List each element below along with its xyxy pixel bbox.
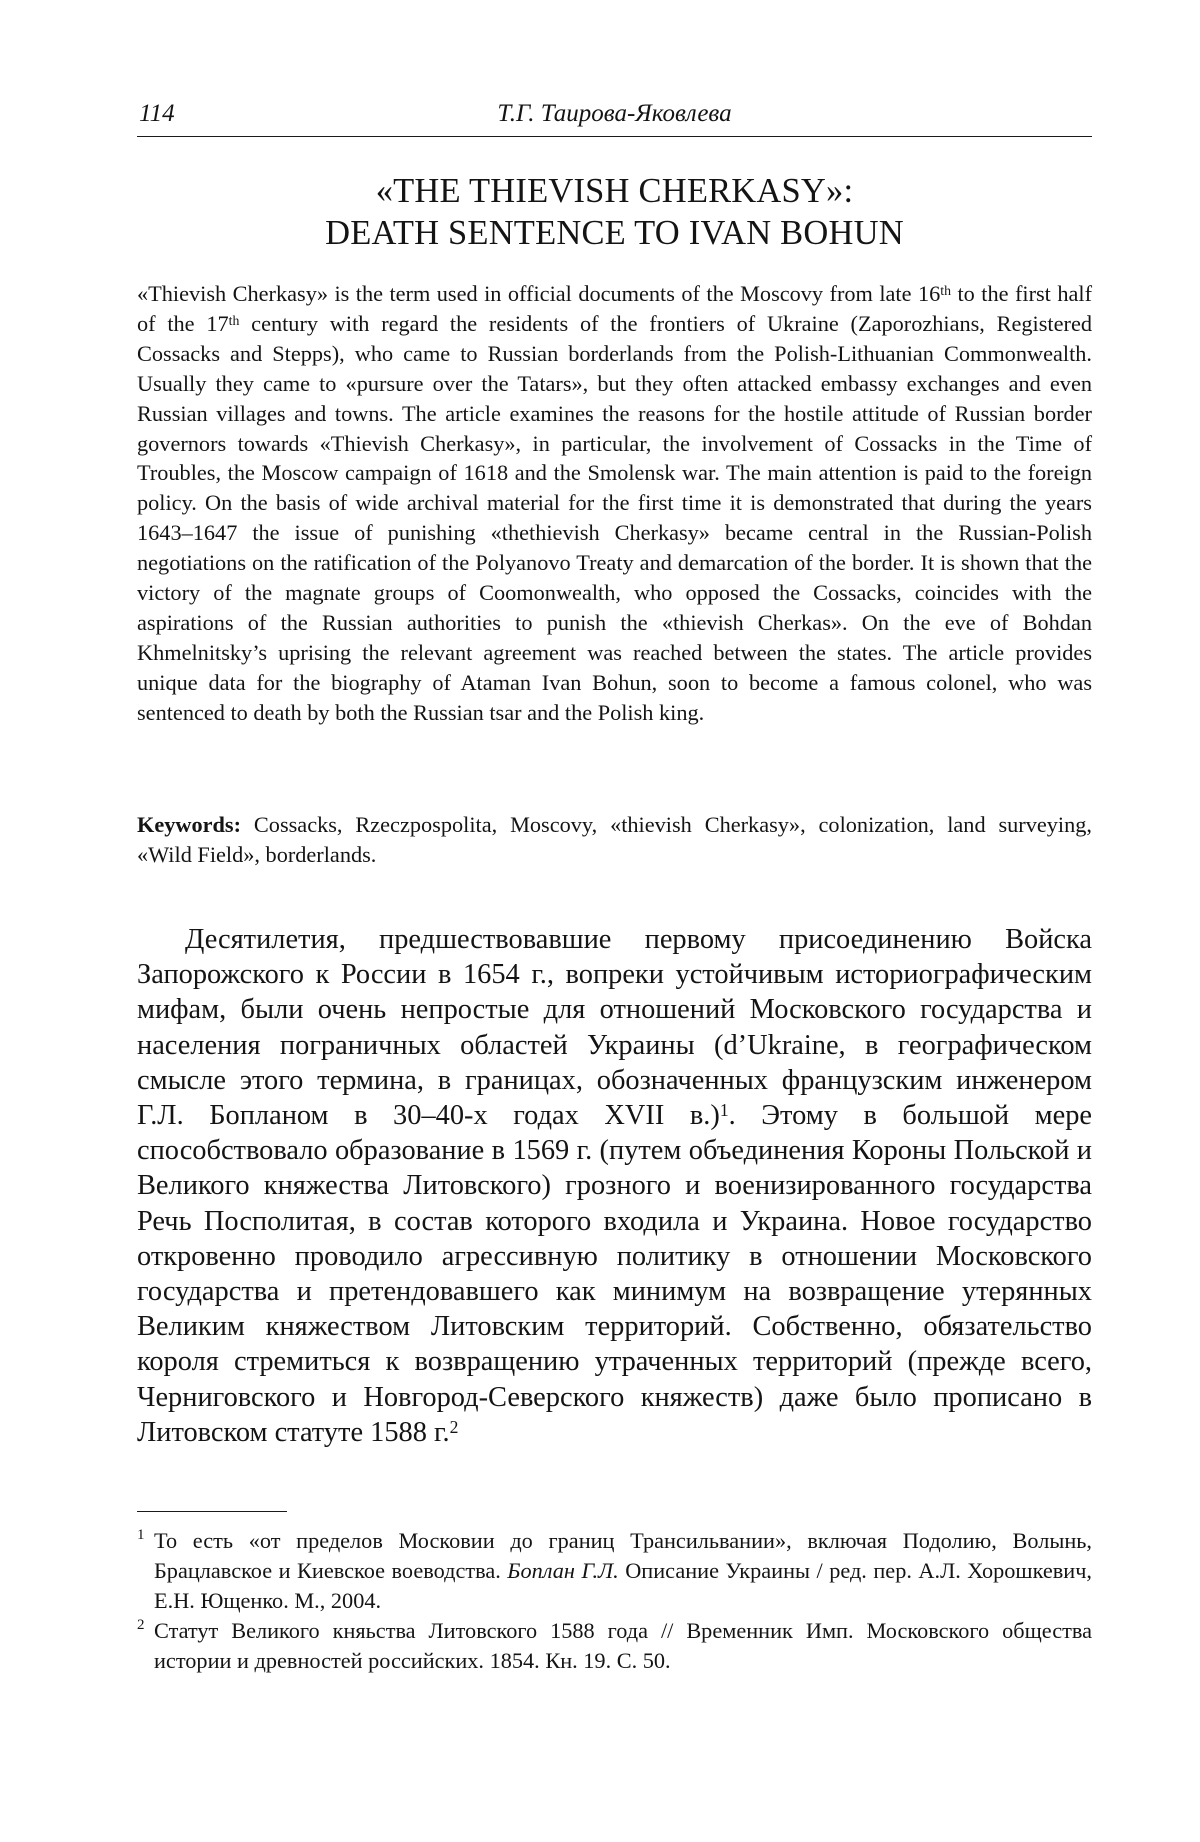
footnote-ref-2[interactable]: 2 bbox=[450, 1417, 459, 1437]
article-title-line-1: «THE THIEVISH CHERKASY»: bbox=[137, 170, 1092, 212]
main-paragraph bbox=[137, 922, 1092, 1450]
ordinal-superscript: th bbox=[940, 283, 951, 298]
footnote-text bbox=[154, 1526, 1092, 1616]
footnotes bbox=[137, 1526, 1092, 1676]
footnote-mark: 1 bbox=[137, 1521, 145, 1551]
footnote-mark: 2 bbox=[137, 1611, 145, 1641]
footnote-divider bbox=[137, 1511, 287, 1512]
footnote-1 bbox=[137, 1526, 1092, 1616]
abstract-text-3: century with regard the residents of the frontiers of Ukraine (Zaporozhians, Registered Cossacks and Stepps), who came to Russian borderlands from the Polish-Lithuanian Commonwealth. Usually they came to «pursure over the Tatars», but they often attacked embassy exchanges and even Russian villages and towns. The article examines the reasons for the hostile attitude of Russian border governors towards «Thievish Cherkasy», in particular, the involvement of Cossacks in the Time of Troubles, the Moscow campaign of 1618 and the Smolensk war. The main attention is paid to the foreign policy. On the basis of wide archival material for the first time it is demonstrated that during the years 1643–1647 the issue of punishing «thethievish Cherkasy» became central in the Russian-Polish negotiations on the ratification of the Polyanovo Treaty and demarcation of the border. It is shown that the victory of the magnate groups of Coomonwealth, who opposed the Cossacks, coincides with the aspirations of the Russian authorities to punish the «thievish Cherkas». On the eve of Bohdan Khmelnitsky’s uprising the relevant agreement was reached between the states. The article provides unique data for the biography of Ataman Ivan Bohun, soon to become a famous colonel, who was sentenced to death by both the Russian tsar and the Polish king. bbox=[137, 311, 1092, 725]
main-text bbox=[137, 922, 1092, 1450]
keywords-label: Keywords: bbox=[137, 812, 241, 837]
running-header bbox=[137, 96, 1092, 137]
running-header-author: Т.Г. Таирова-Яковлева bbox=[137, 100, 1092, 128]
footnote-ref-1[interactable]: 1 bbox=[720, 1100, 729, 1120]
main-text-1: Десятилетия, предшествовавшие первому присоединению Войска Запорожского к России в 1654 г., вопреки устойчивым историографическим мифам, были очень непростые для отношений Московского государства и населения пограничных областей Украины (d’Ukraine, в географическом смысле этого термина, в границах, обозначенных французским инженером Г.Л. Бопланом в 30–40-х годах XVII в.) bbox=[137, 924, 1092, 1131]
keywords bbox=[137, 810, 1092, 870]
page bbox=[137, 0, 1092, 1842]
article-title bbox=[137, 170, 1092, 254]
footnote-text-part: Описание Украины / ред. пер. А.Л. Хорошкевич, Е.Н. Ющенко. М., 2004. bbox=[154, 1558, 1092, 1613]
abstract-paragraph bbox=[137, 279, 1092, 728]
keywords-text: Cossacks, Rzeczpospolita, Moscovy, «thievish Cherkasy», colonization, land surveying, «Wild Field», borderlands. bbox=[137, 812, 1092, 867]
footnote-author-italic: Боплан Г.Л. bbox=[507, 1558, 618, 1583]
footnote-2 bbox=[137, 1616, 1092, 1676]
footnote-text-part: То есть «от пределов Московии до границ Трансильвании», включая Подолию, Волынь, Брацлавское и Киевское воеводства. bbox=[154, 1528, 1092, 1583]
article-title-line-2: DEATH SENTENCE TO IVAN BOHUN bbox=[137, 212, 1092, 254]
ordinal-superscript: th bbox=[229, 313, 240, 328]
abstract-text-1: «Thievish Cherkasy» is the term used in official documents of the Moscovy from late 16 bbox=[137, 281, 940, 306]
abstract bbox=[137, 279, 1092, 728]
page-number: 114 bbox=[139, 100, 175, 128]
footnote-text: Статут Великого княьства Литовского 1588 года // Временник Имп. Московского общества истории и древностей российских. 1854. Кн. 19. С. 50. bbox=[154, 1616, 1092, 1676]
main-text-2: . Этому в большой мере способствовало образование в 1569 г. (путем объединения Короны Польской и Великого княжества Литовского) грозного и военизированного государства Речь Посполитая, в состав которого входила и Украина. Новое государство откровенно проводило агрессивную политику в отношении Московского государства и претендовавшего как минимум на возвращение утерянных Великим княжеством Литовским территорий. Собственно, обязательство короля стремиться к возвращению утраченных территорий (прежде всего, Черниговского и Новгород-Северского княжеств) даже было прописано в Литовском статуте 1588 г. bbox=[137, 1100, 1092, 1448]
keywords-paragraph bbox=[137, 810, 1092, 870]
abstract-text-2: to the first half of the 17 bbox=[137, 281, 1092, 336]
